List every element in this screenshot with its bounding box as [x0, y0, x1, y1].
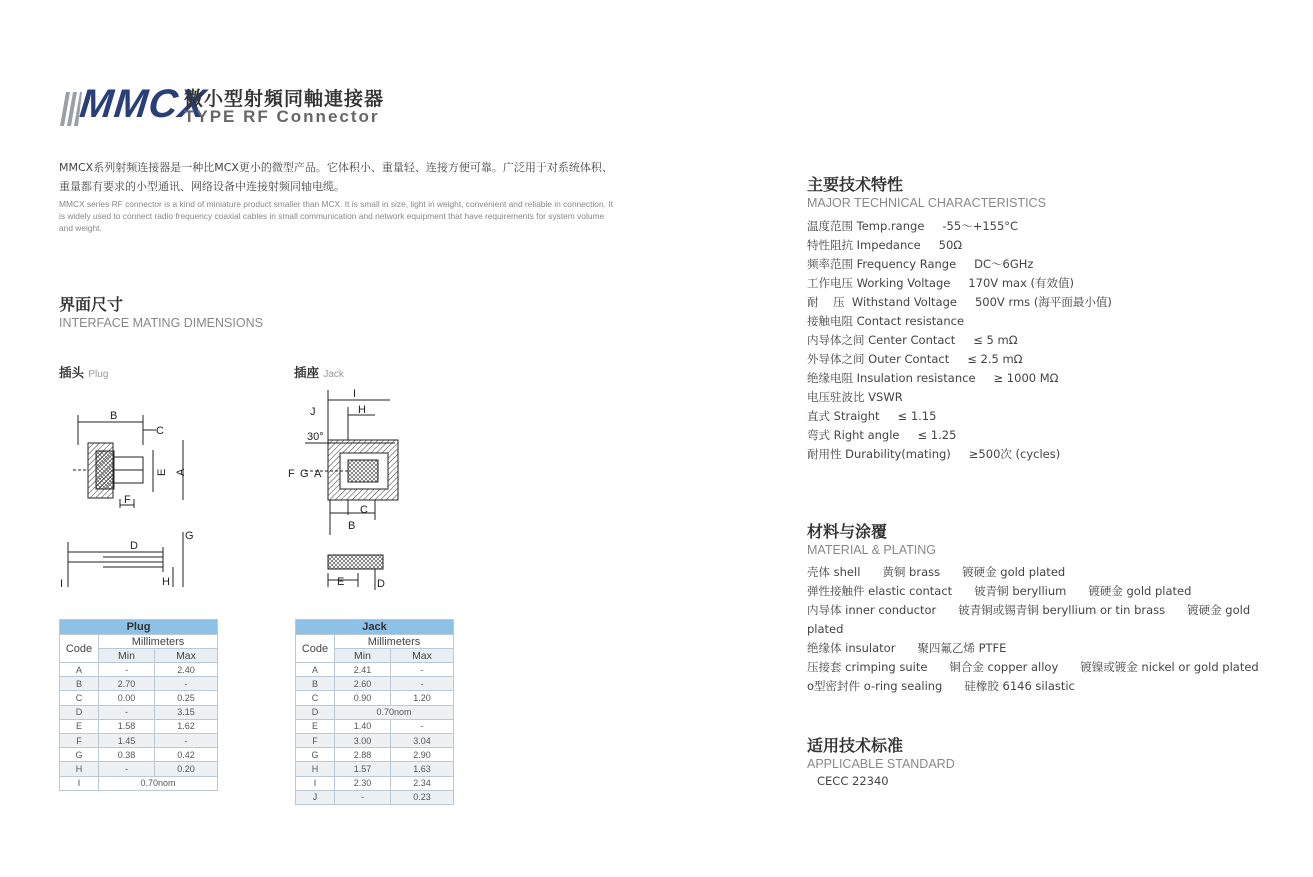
table-row: E 1.40 - — [296, 719, 454, 733]
plug-dim-label: F — [124, 494, 131, 506]
min-header: Min — [99, 649, 155, 663]
material-row: 内导体 inner conductor 铍青铜或锡青铜 beryllium or tin brass 镀硬金 gold plated — [807, 603, 1251, 636]
standard-value: CECC 22340 — [817, 774, 889, 788]
jack-table-title: Jack — [296, 620, 454, 635]
spec-row: 耐用性 Durability(mating) ≥500次 (cycles) — [807, 447, 1061, 461]
jack-label-en: Jack — [323, 369, 344, 380]
plug-dim-label: H — [162, 576, 170, 588]
jack-dim-label: 30° — [307, 431, 324, 443]
page-title-cn: 微小型射頻同軸連接器 — [184, 88, 385, 110]
plug-drawing — [58, 405, 208, 515]
jack-dim-label: C — [360, 504, 368, 516]
plug-dim-label: E — [156, 468, 168, 476]
standard-title-cn: 适用技术标准 — [807, 736, 904, 755]
spec-row: 内导体之间 Center Contact ≤ 5 mΩ — [807, 333, 1018, 347]
jack-dim-label: H — [358, 404, 366, 416]
jack-dimension-table — [295, 619, 454, 805]
code-header: Code — [296, 635, 335, 663]
material-row: o型密封件 o-ring sealing 硅橡胶 6146 silastic — [807, 679, 1075, 693]
plug-dim-label: A — [175, 468, 187, 476]
plug-dim-label: C — [156, 425, 164, 437]
plug-table-title: Plug — [60, 620, 218, 635]
plug-dim-label: I — [60, 578, 64, 590]
table-row: F 1.45 - — [60, 733, 218, 747]
spec-row: 频率范围 Frequency Range DC～6GHz — [807, 257, 1034, 271]
plug-contact-drawing — [58, 527, 198, 592]
plug-label-en: Plug — [88, 369, 109, 380]
intro-en: MMCX series RF connector is a kind of miniature product smaller than MCX. It is small in size, light in weight, convenient and reliable in connection. It is widely used to connect radio frequency coaxial cables in small communication and network equipment that have requirements for system volume and weight. — [59, 199, 613, 233]
brand-logo: MMCX — [77, 82, 209, 126]
material-row: 压接套 crimping suite 铜合金 copper alloy 镀镍或镀金 nickel or gold plated — [807, 660, 1259, 674]
tech-title-en: MAJOR TECHNICAL CHARACTERISTICS — [807, 196, 1046, 210]
table-row: A - 2.40 — [60, 663, 218, 677]
standard-heading — [807, 733, 955, 771]
spec-row: 直式 Straight ≤ 1.15 — [807, 409, 937, 423]
page-title-en: TYPE RF Connector — [184, 107, 380, 126]
jack-dim-label: F — [288, 468, 295, 480]
tech-spec-list — [807, 217, 1287, 464]
jack-drawing — [280, 385, 405, 535]
spec-row: 温度范围 Temp.range -55～+155°C — [807, 219, 1019, 233]
table-row: J - 0.23 — [296, 790, 454, 804]
jack-dim-label: E — [337, 576, 345, 588]
table-row: B 2.60 - — [296, 677, 454, 691]
interface-title-en: INTERFACE MATING DIMENSIONS — [59, 316, 263, 330]
table-row: G 0.38 0.42 — [60, 748, 218, 762]
max-header: Max — [154, 649, 217, 663]
interface-heading — [59, 292, 263, 330]
plug-label-cn: 插头 — [59, 365, 85, 380]
millimeters-header: Millimeters — [335, 635, 454, 649]
table-row: H 1.57 1.63 — [296, 762, 454, 776]
min-header: Min — [335, 649, 391, 663]
tech-heading — [807, 172, 1046, 210]
table-row: F 3.00 3.04 — [296, 733, 454, 747]
spec-row: 弯式 Right angle ≤ 1.25 — [807, 428, 957, 442]
millimeters-header: Millimeters — [99, 635, 218, 649]
spec-row: 绝缘电阻 Insulation resistance ≥ 1000 MΩ — [807, 371, 1059, 385]
code-header: Code — [60, 635, 99, 663]
table-row: B 2.70 - — [60, 677, 218, 691]
jack-dim-label: A — [314, 468, 322, 480]
plug-dim-label: D — [130, 540, 138, 552]
table-row: I 0.70nom — [60, 776, 218, 790]
interface-title-cn: 界面尺寸 — [59, 295, 124, 314]
jack-dim-label: I — [353, 388, 357, 400]
table-row: G 2.88 2.90 — [296, 748, 454, 762]
jack-label-cn: 插座 — [294, 365, 320, 380]
jack-dim-label: B — [348, 520, 356, 532]
jack-dim-label: J — [310, 406, 316, 418]
material-row: 绝缘体 insulator 聚四氟乙烯 PTFE — [807, 641, 1007, 655]
materials-heading — [807, 519, 936, 557]
standard-title-en: APPLICABLE STANDARD — [807, 757, 955, 771]
material-row: 壳体 shell 黄铜 brass 镀硬金 gold plated — [807, 565, 1066, 579]
spec-row: 工作电压 Working Voltage 170V max (有效值) — [807, 276, 1075, 290]
table-row: D 0.70nom — [296, 705, 454, 719]
spec-row: 外导体之间 Outer Contact ≤ 2.5 mΩ — [807, 352, 1023, 366]
table-row: C 0.00 0.25 — [60, 691, 218, 705]
plug-label — [59, 363, 108, 381]
max-header: Max — [390, 649, 453, 663]
plug-dim-label: G — [185, 530, 194, 542]
materials-title-cn: 材料与涂覆 — [807, 522, 888, 541]
materials-list — [807, 563, 1307, 696]
spec-row: 接触电阻 Contact resistance — [807, 314, 965, 328]
table-row: E 1.58 1.62 — [60, 719, 218, 733]
jack-dim-label: D — [377, 578, 385, 590]
material-row: 弹性接触件 elastic contact 铍青铜 beryllium 镀硬金 gold plated — [807, 584, 1192, 598]
plug-dimension-table — [59, 619, 218, 791]
table-row: A 2.41 - — [296, 663, 454, 677]
table-row: C 0.90 1.20 — [296, 691, 454, 705]
table-row: H - 0.20 — [60, 762, 218, 776]
table-row: I 2.30 2.34 — [296, 776, 454, 790]
intro-cn: MMCX系列射频连接器是一种比MCX更小的微型产品。它体积小、重量轻、连接方便可靠。广泛用于对系统体积、重量都有要求的小型通讯、网络设备中连接射频同轴电缆。 — [59, 161, 613, 193]
table-row: D - 3.15 — [60, 705, 218, 719]
spec-row: 电压驻波比 VSWR — [807, 390, 903, 404]
jack-contact-drawing — [320, 545, 400, 590]
tech-title-cn: 主要技术特性 — [807, 175, 904, 194]
materials-title-en: MATERIAL & PLATING — [807, 543, 936, 557]
spec-row: 耐 压 Withstand Voltage 500V rms (海平面最小值) — [807, 295, 1112, 309]
plug-dim-label: B — [110, 410, 118, 422]
jack-dim-label: G — [300, 468, 309, 480]
spec-row: 特性阻抗 Impedance 50Ω — [807, 238, 963, 252]
jack-label — [294, 363, 344, 381]
